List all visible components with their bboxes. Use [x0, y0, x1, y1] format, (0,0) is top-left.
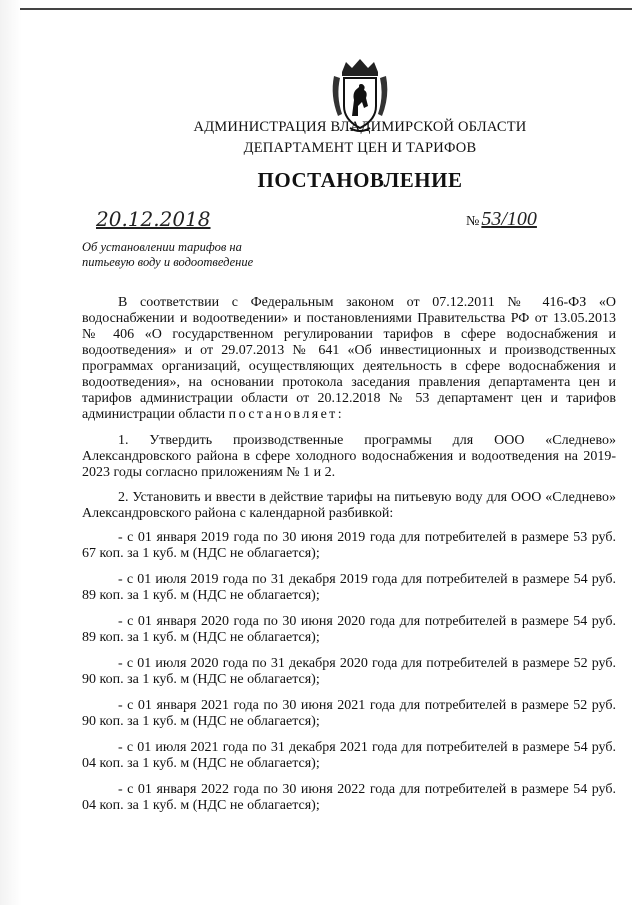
number-label: № — [466, 214, 480, 229]
document-title: ПОСТАНОВЛЕНИЕ — [257, 168, 463, 192]
org-name-line1: АДМИНИСТРАЦИЯ ВЛАДИМИРСКОЙ ОБЛАСТИ — [193, 119, 527, 135]
org-name-line2: ДЕПАРТАМЕНТ ЦЕН И ТАРИФОВ — [243, 140, 477, 156]
tariff-period-2: - с 01 июля 2019 года по 31 декабря 2019 года для потребителей в размере 54 руб. 89 коп. за 1 куб. м (НДС не облагается); — [82, 572, 616, 603]
intro-paragraph — [82, 295, 616, 423]
number-value: 53/100 — [481, 208, 537, 230]
top-border-line — [20, 8, 632, 10]
document-number — [466, 208, 537, 231]
tariff-period-7: - с 01 января 2022 года по 30 июня 2022 года для потребителей в размере 54 руб. 04 коп. за 1 куб. м (НДС не облагается); — [82, 782, 616, 813]
decree-word: постановляет: — [228, 407, 344, 422]
tariff-period-3: - с 01 января 2020 года по 30 июня 2020 года для потребителей в размере 54 руб. 89 коп. за 1 куб. м (НДС не облагается); — [82, 614, 616, 645]
tariff-period-5: - с 01 января 2021 года по 30 июня 2021 года для потребителей в размере 52 руб. 90 коп. за 1 куб. м (НДС не облагается); — [82, 698, 616, 729]
document-subject: Об установлении тарифов на питьевую воду и водоотведение — [82, 240, 254, 269]
item-2-paragraph: 2. Установить и ввести в действие тарифы на питьевую воду для ООО «Следнево» Александровского района с календарной разбивкой: — [82, 490, 616, 521]
item-1-paragraph: 1. Утвердить производственные программы для ООО «Следнево» Александровского района в сфере холодного водоснабжения и водоотведения на 2019-2023 годы согласно приложениям № 1 и 2. — [82, 433, 616, 480]
tariff-period-1: - с 01 января 2019 года по 30 июня 2019 года для потребителей в размере 53 руб. 67 коп. за 1 куб. м (НДС не облагается); — [82, 530, 616, 561]
tariff-period-4: - с 01 июля 2020 года по 31 декабря 2020 года для потребителей в размере 52 руб. 90 коп. за 1 куб. м (НДС не облагается); — [82, 656, 616, 687]
intro-text: В соответствии с Федеральным законом от 07.12.2011 № 416-ФЗ «О водоснабжении и водоотведении» и постановлениями Правительства РФ от 13.05.2013 № 406 «О государственном регулировании тарифов в сфере водоснабжения и водоотведения» и от 29.07.2013 № 641 «Об инвестиционных и производственных программах организаций, осуществляющих деятельность в сфере водоснабжения и водоотведения», на основании протокола заседания правления департамента цен и тарифов администрации области от 20.12.2018 № 53 департамент цен и тарифов администрации области — [82, 295, 616, 422]
document-date: 20.12.2018 — [96, 207, 211, 231]
tariff-period-6: - с 01 июля 2021 года по 31 декабря 2021 года для потребителей в размере 54 руб. 04 коп. за 1 куб. м (НДС не облагается); — [82, 740, 616, 771]
